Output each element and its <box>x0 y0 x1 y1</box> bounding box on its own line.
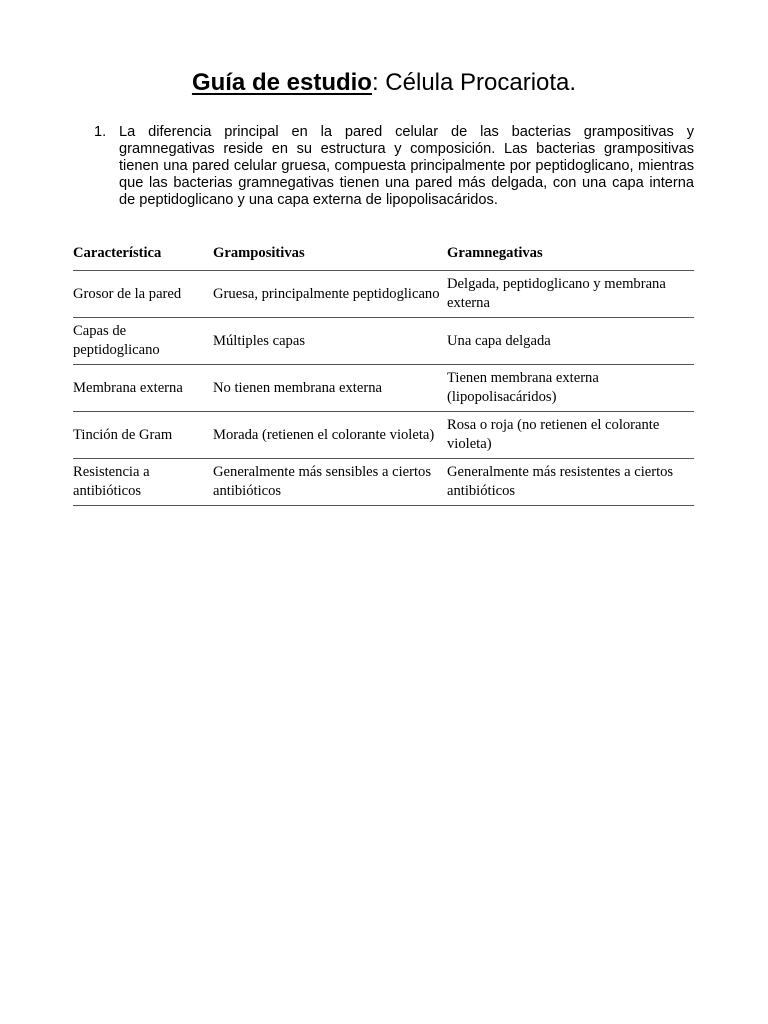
list-item-text: La diferencia principal en la pared celular de las bacterias grampositivas y gramnegativas reside en su estructura y composición. Las bacterias grampositivas tienen una pared celular gruesa, compuesta principalmente por peptidoglicano, mientras que las bacterias gramnegativas tienen una pared más delgada, con una capa interna de peptidoglicano y una capa externa de lipopolisacáridos. <box>119 124 694 208</box>
table-cell: Generalmente más resistentes a ciertos antibióticos <box>447 459 694 506</box>
table-cell: Tinción de Gram <box>73 412 213 459</box>
column-header-grampositive: Grampositivas <box>213 236 447 271</box>
comparison-table <box>73 236 694 506</box>
title-bold-part: Guía de estudio <box>191 69 372 96</box>
table-cell: Generalmente más sensibles a ciertos antibióticos <box>213 459 447 506</box>
table-cell: Rosa o roja (no retienen el colorante violeta) <box>447 412 694 459</box>
table-row <box>73 271 694 318</box>
table-cell: Múltiples capas <box>213 318 447 365</box>
table-cell: No tienen membrana externa <box>213 365 447 412</box>
list-item-number: 1. <box>94 124 107 140</box>
table-cell: Una capa delgada <box>447 318 694 365</box>
table-cell: Delgada, peptidoglicano y membrana externa <box>447 271 694 318</box>
table-row <box>73 459 694 506</box>
title-rest-part: : Célula Procariota. <box>371 69 577 96</box>
table-cell: Gruesa, principalmente peptidoglicano <box>213 271 447 318</box>
table-row <box>73 365 694 412</box>
table-header-row <box>73 236 694 271</box>
table-row <box>73 412 694 459</box>
table-cell: Grosor de la pared <box>73 271 213 318</box>
table-cell: Tienen membrana externa (lipopolisacáridos) <box>447 365 694 412</box>
list-item <box>94 124 694 209</box>
table-cell: Morada (retienen el colorante violeta) <box>213 412 447 459</box>
page-title <box>0 68 768 98</box>
column-header-characteristic: Característica <box>73 236 213 271</box>
question-list <box>94 124 694 209</box>
column-header-gramnegative: Gramnegativas <box>447 236 694 271</box>
table-row <box>73 318 694 365</box>
table-cell: Resistencia a antibióticos <box>73 459 213 506</box>
table-cell: Capas de peptidoglicano <box>73 318 213 365</box>
table-cell: Membrana externa <box>73 365 213 412</box>
